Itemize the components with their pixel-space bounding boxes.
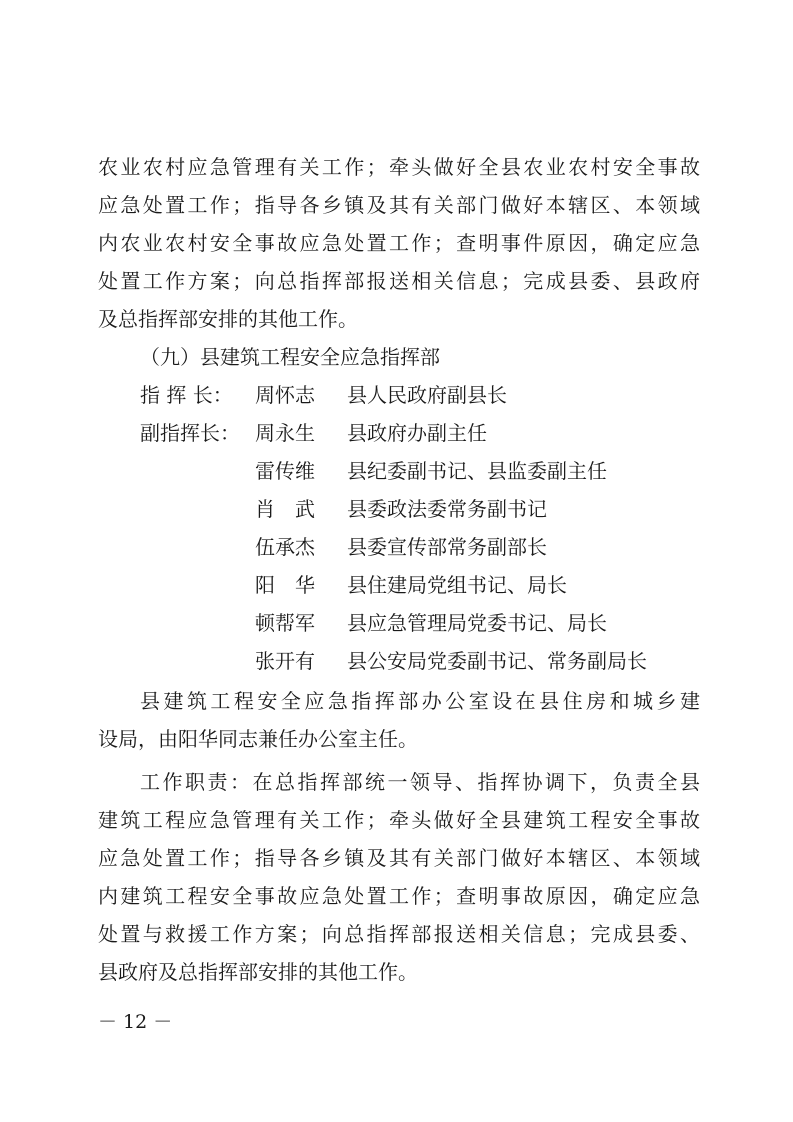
deputy-title: 县纪委副书记、县监委副主任	[347, 459, 607, 483]
deputy-title: 县政府办副主任	[347, 421, 487, 445]
deputy-title: 县应急管理局党委书记、局长	[347, 611, 607, 635]
office-line-2: 设局，由阳华同志兼任办公室主任。	[98, 727, 418, 751]
deputy-name: 周永生	[255, 421, 315, 445]
deputy-name: 伍承杰	[255, 535, 315, 559]
duty-line-3: 应急处置工作；指导各乡镇及其有关部门做好本辖区、本领域	[98, 846, 700, 870]
deputy-title: 县委宣传部常务副部长	[347, 535, 547, 559]
deputy-name: 雷传维	[255, 459, 315, 483]
intro-line-2: 应急处置工作；指导各乡镇及其有关部门做好本辖区、本领域	[98, 193, 700, 217]
duty-line-5: 处置与救援工作方案；向总指挥部报送相关信息；完成县委、	[98, 922, 700, 946]
intro-line-5: 及总指挥部安排的其他工作。	[98, 307, 358, 331]
page-number: － 12 －	[98, 1011, 173, 1033]
deputy-name: 张开有	[255, 649, 315, 673]
deputy-commander-label: 副指挥长：	[140, 421, 240, 445]
deputy-name: 阳 华	[255, 573, 315, 597]
intro-line-3: 内农业农村安全事故应急处置工作；查明事件原因，确定应急	[98, 231, 700, 255]
office-line-1: 县建筑工程安全应急指挥部办公室设在县住房和城乡建	[140, 689, 700, 713]
duty-line-2: 建筑工程应急管理有关工作；牵头做好全县建筑工程安全事故	[98, 808, 700, 832]
duty-line-4: 内建筑工程安全事故应急处置工作；查明事故原因，确定应急	[98, 884, 700, 908]
duty-line-1: 工作职责：在总指挥部统一领导、指挥协调下，负责全县	[140, 770, 700, 794]
section-title: （九）县建筑工程安全应急指挥部	[140, 345, 440, 369]
intro-line-1: 农业农村应急管理有关工作；牵头做好全县农业农村安全事故	[98, 155, 700, 179]
commander-name: 周怀志	[255, 383, 315, 407]
commander-label: 指 挥 长：	[140, 383, 233, 407]
deputy-title: 县住建局党组书记、局长	[347, 573, 567, 597]
deputy-name: 肖 武	[255, 497, 315, 521]
deputy-name: 顿帮军	[255, 611, 315, 635]
commander-title: 县人民政府副县长	[347, 383, 507, 407]
intro-line-4: 处置工作方案；向总指挥部报送相关信息；完成县委、县政府	[98, 269, 700, 293]
deputy-title: 县公安局党委副书记、常务副局长	[347, 649, 647, 673]
deputy-title: 县委政法委常务副书记	[347, 497, 547, 521]
duty-line-6: 县政府及总指挥部安排的其他工作。	[98, 960, 418, 984]
